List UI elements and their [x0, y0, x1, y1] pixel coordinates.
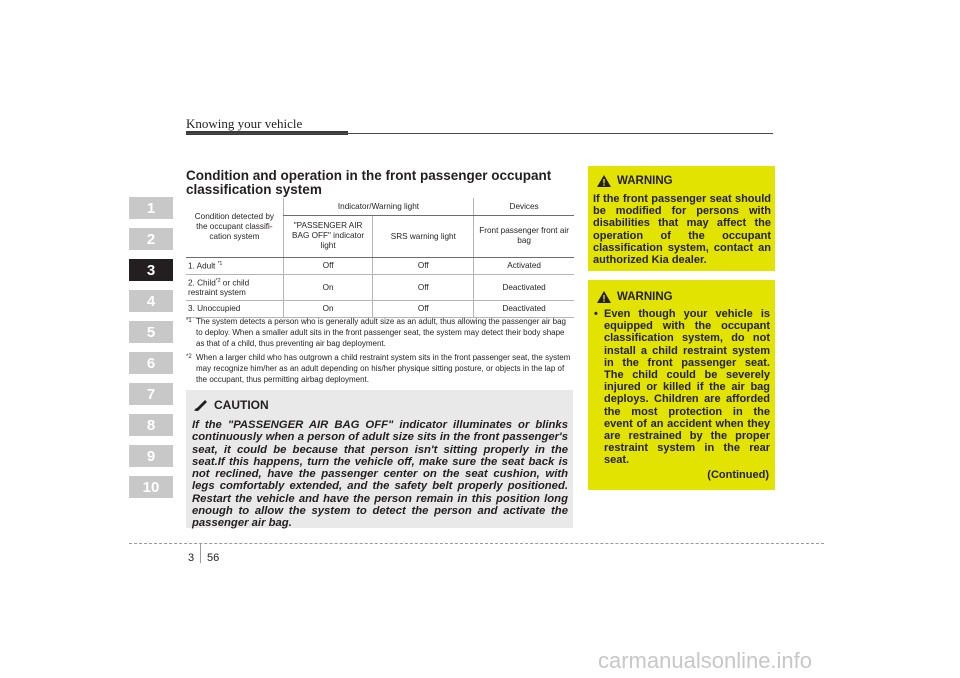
warning-box-2	[588, 280, 775, 490]
condition-cell	[186, 257, 283, 274]
caution-heading	[194, 398, 269, 412]
chapter-tab-6[interactable]: 6	[129, 352, 173, 374]
footnote-text: When a larger child who has outgrown a child restraint system sits in the front passenger seat, the system may recognize him/her as an adult depending on his/her physique sitting posture, or objects in the lap of the occupant, thus permitting airbag deployment.	[196, 353, 571, 384]
footnote-text: The system detects a person who is generally adult size as an adult, thus allowing the passenger air bag to deploy. When a smaller adult sits in the front passenger seat, the system may detect their body shape as that of a child, thus preventing air bag deployment.	[196, 317, 566, 348]
caution-box	[186, 390, 573, 528]
chapter-tab-4[interactable]: 4	[129, 290, 173, 312]
chapter-tab-9[interactable]: 9	[129, 445, 173, 467]
footnote-mark: *1	[217, 260, 223, 267]
footer-separator	[200, 543, 201, 563]
footnotes	[186, 316, 574, 388]
condition-cell: 3. Unoccupied	[188, 304, 241, 313]
footnote-mark: *1	[186, 318, 192, 324]
footnote	[186, 316, 574, 349]
warning-text	[594, 308, 770, 467]
indicator-cell: On	[283, 300, 373, 317]
indicator-cell: On	[283, 274, 373, 300]
caution-text: If the "PASSENGER AIR BAG OFF" indicator illuminates or blinks continuously when a person of adult size sits in the front passenger's seat, it could be because that person isn't sitting properly in the seat.If this happens, turn the vehicle off, make sure the seat back is not reclined, have the passenger center on the seat cushion, with legs comfortably extended, and the safety belt properly positioned. Restart the vehicle and have the person remain in this position long enough to allow the system to detect the person and activate the passenger air bag.	[192, 419, 568, 530]
warning-triangle-icon	[597, 175, 611, 187]
warning-heading	[597, 175, 673, 187]
running-header: Knowing your vehicle	[186, 116, 303, 131]
continued-label: (Continued)	[707, 469, 769, 481]
caution-title: CAUTION	[214, 398, 269, 412]
warning-box-1	[588, 166, 775, 271]
table-subheader-airbag: Front passenger front air bag	[474, 215, 574, 257]
caution-pencil-icon	[194, 399, 208, 411]
warning-title: WARNING	[617, 175, 673, 187]
condition-cell	[186, 274, 283, 300]
airbag-cell: Deactivated	[474, 274, 574, 300]
table-header-condition: Condition detected by the occupant classifi-cation system	[186, 198, 283, 257]
srs-cell: Off	[373, 274, 474, 300]
warning-triangle-icon	[597, 291, 611, 303]
chapter-tab-1[interactable]: 1	[129, 197, 173, 219]
condition-text: 2. Child	[188, 278, 216, 288]
footer-chapter-number: 3	[188, 552, 195, 564]
footnote-mark: *2	[215, 277, 221, 284]
warning-bullet-text: Even though your vehicle is equipped with the occupant classification system, do not install a child restraint system in the front passenger seat. The child could be severely injured or killed if the air bag deploys. Children are afforded the most protection in the event of an accident when they are restrained by the proper restraint system in the rear seat.	[604, 308, 770, 467]
table-subheader-srs: SRS warning light	[373, 215, 474, 257]
section-title: Condition and operation in the front passenger occupant classification system	[186, 168, 552, 197]
srs-cell: Off	[373, 300, 474, 317]
srs-cell: Off	[373, 257, 474, 274]
header-rule	[186, 133, 773, 134]
airbag-cell: Activated	[474, 257, 574, 274]
table-row	[186, 300, 574, 317]
chapter-tab-3[interactable]: 3	[129, 259, 173, 281]
footnote	[186, 352, 574, 385]
airbag-cell: Deactivated	[474, 300, 574, 317]
chapter-tab-2[interactable]: 2	[129, 228, 173, 250]
condition-table	[186, 198, 574, 318]
warning-title: WARNING	[617, 291, 673, 303]
footer-rule	[129, 543, 824, 544]
watermark: carmanualsonline.info	[598, 648, 813, 673]
bullet-marker: •	[594, 308, 598, 320]
condition-text: 1. Adult	[188, 261, 216, 271]
footnote-mark: *2	[186, 354, 192, 360]
chapter-tab-7[interactable]: 7	[129, 383, 173, 405]
condition-suffix: or child restraint system	[188, 278, 250, 298]
table-row	[186, 274, 574, 300]
table-subheader-pab-off: "PASSENGER AIR BAG OFF" indicator light	[283, 215, 373, 257]
chapter-tab-5[interactable]: 5	[129, 321, 173, 343]
table-row	[186, 257, 574, 274]
table-header-devices: Devices	[474, 198, 574, 215]
warning-heading	[597, 291, 673, 303]
warning-text: If the front passenger seat should be modified for persons with disabilities that may affect the operation of the occupant classification system, contact an authorized Kia dealer.	[593, 193, 771, 267]
chapter-tabs	[129, 197, 173, 507]
chapter-tab-10[interactable]: 10	[129, 476, 173, 498]
footer-page-number: 56	[207, 552, 220, 564]
table-header-indicator: Indicator/Warning light	[283, 198, 473, 215]
indicator-cell: Off	[283, 257, 373, 274]
chapter-tab-8[interactable]: 8	[129, 414, 173, 436]
